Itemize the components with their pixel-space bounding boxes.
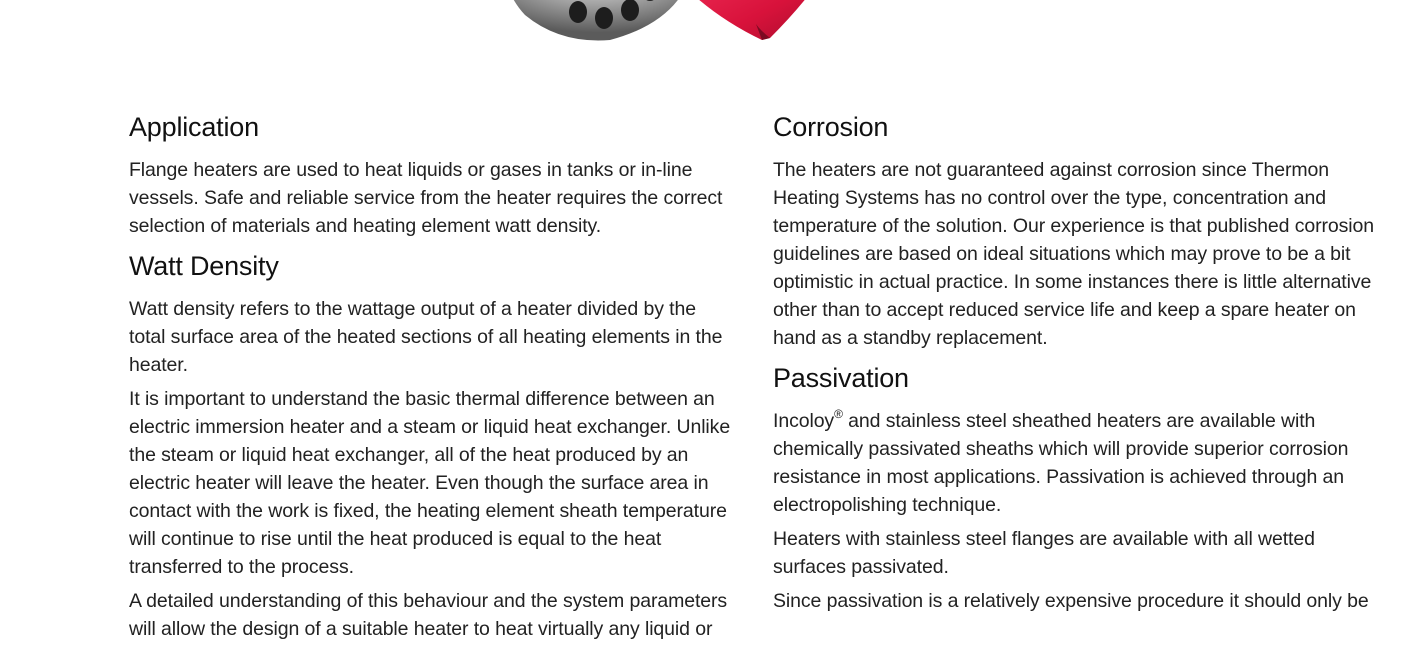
watt-density-paragraph-3: A detailed understanding of this behaviour and the system parameters will allow the design of a suitable heater to heat virtually any liquid or (129, 590, 728, 640)
registered-mark: ® (834, 407, 843, 421)
watt-density-paragraph-1: Watt density refers to the wattage output of a heater divided by the total surface area of the heated sections of all heating elements in the heater. (129, 298, 723, 376)
watt-density-heading: Watt Density (129, 251, 279, 281)
passivation-paragraph-3: Since passivation is a relatively expensive procedure it should only be (773, 590, 1369, 612)
corrosion-section (773, 108, 1378, 352)
application-heading: Application (129, 112, 259, 142)
right-column (773, 108, 1378, 622)
passivation-paragraph-1 (773, 407, 1378, 519)
watt-density-paragraph-2: It is important to understand the basic thermal difference between an electric immersion heater and a steam or liquid heat exchanger. Unlike the steam or liquid heat exchanger, all of the heat produced by an electric heater will leave the heater. Even though the surface area in contact with the work is fixed, the heating element sheath temperature will continue to rise until the heat produced is equal to the heat transferred to the process. (129, 388, 731, 578)
passivation-paragraph-2: Heaters with stainless steel flanges are available with all wetted surfaces passivated. (773, 528, 1315, 578)
watt-density-section (129, 247, 734, 643)
flange-heater-photo (470, 0, 890, 50)
corrosion-heading: Corrosion (773, 112, 889, 142)
passivation-heading: Passivation (773, 363, 909, 393)
passivation-section (773, 359, 1378, 615)
left-column (129, 108, 734, 650)
passivation-paragraph-1-text: and stainless steel sheathed heaters are available with chemically passivated sheaths which will provide superior corrosion resistance in most applications. Passivation is achieved through an electropolishing technique. (773, 410, 1349, 516)
application-paragraph: Flange heaters are used to heat liquids or gases in tanks or in-line vessels. Safe and reliable service from the heater requires the correct selection of materials and heating element watt density. (129, 159, 723, 237)
incoloy-brand: Incoloy (773, 410, 835, 432)
corrosion-paragraph: The heaters are not guaranteed against corrosion since Thermon Heating Systems has no control over the type, concentration and temperature of the solution. Our experience is that published corrosion guidelines are based on ideal situations which may prove to be a bit optimistic in actual practice. In some instances there is little alternative other than to accept reduced service life and keep a spare heater on hand as a standby replacement. (773, 159, 1374, 349)
application-section (129, 108, 734, 240)
